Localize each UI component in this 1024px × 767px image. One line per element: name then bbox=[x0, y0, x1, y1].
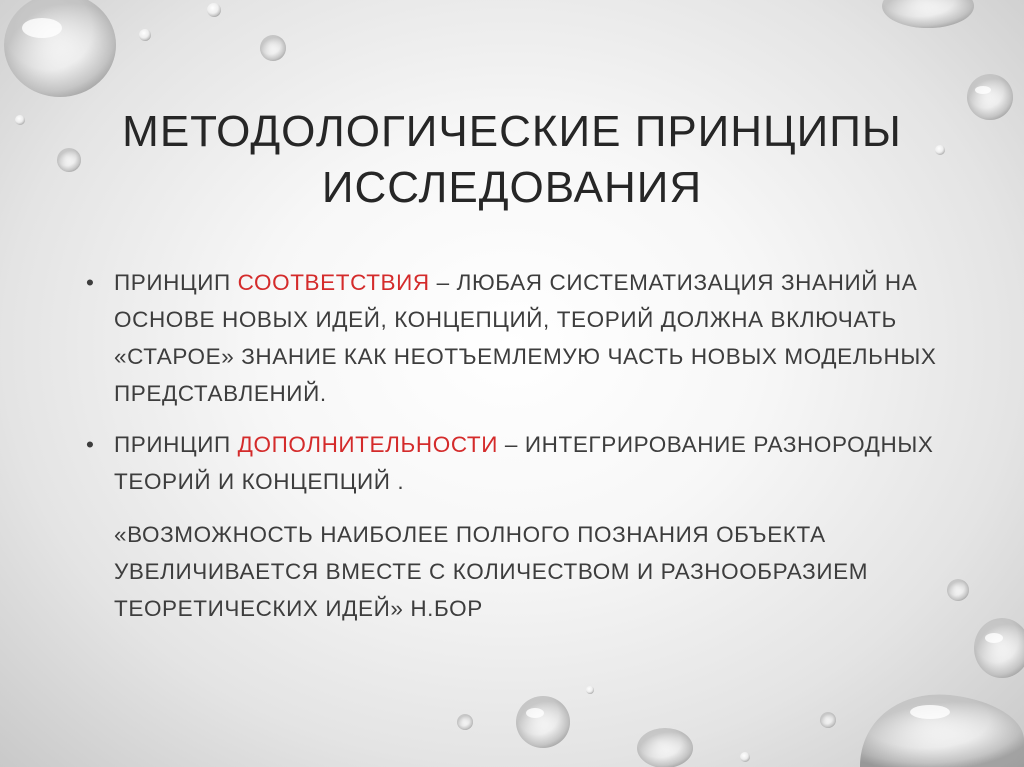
drop-bottom bbox=[457, 686, 1024, 767]
drop-right-side bbox=[947, 579, 1024, 678]
bullet-line: ПРЕДСТАВЛЕНИЙ. bbox=[114, 381, 327, 406]
bullet-line: ОСНОВЕ НОВЫХ ИДЕЙ, КОНЦЕПЦИЙ, ТЕОРИЙ ДОЛЖНА ВКЛЮЧАТЬ bbox=[114, 307, 897, 332]
bullet-marker: • bbox=[86, 270, 95, 295]
bullet-complementarity-principle bbox=[86, 426, 946, 500]
highlight-term: СООТВЕТСТВИЯ bbox=[237, 270, 430, 295]
highlight-term: ДОПОЛНИТЕЛЬНОСТИ bbox=[237, 432, 499, 457]
slide-title-line-2: ИССЛЕДОВАНИЯ bbox=[321, 163, 703, 212]
bullet-line: «СТАРОЕ» ЗНАНИЕ КАК НЕОТЪЕМЛЕМУЮ ЧАСТЬ НОВЫХ МОДЕЛЬНЫХ bbox=[114, 344, 937, 369]
slide-content bbox=[86, 264, 946, 627]
text-run: – ИНТЕГРИРОВАНИЕ РАЗНОРОДНЫХ bbox=[498, 432, 934, 457]
text-run: ПРИНЦИП bbox=[114, 432, 238, 457]
text-run: ПРИНЦИП bbox=[114, 270, 238, 295]
bullet-marker: • bbox=[86, 432, 95, 457]
slide-title-line-1: МЕТОДОЛОГИЧЕСКИЕ ПРИНЦИПЫ bbox=[122, 107, 902, 156]
bullet-line bbox=[114, 426, 946, 463]
text-run: – ЛЮБАЯ СИСТЕМАТИЗАЦИЯ ЗНАНИЙ НА bbox=[429, 270, 918, 295]
bullet-correspondence-principle bbox=[86, 264, 946, 412]
quote-line: «ВОЗМОЖНОСТЬ НАИБОЛЕЕ ПОЛНОГО ПОЗНАНИЯ ОБЪЕКТА bbox=[114, 522, 826, 547]
quote-line: ТЕОРЕТИЧЕСКИХ ИДЕЙ» Н.БОР bbox=[114, 596, 483, 621]
bullet-line: ТЕОРИЙ И КОНЦЕПЦИЙ . bbox=[114, 469, 405, 494]
drop-top-left-large bbox=[4, 0, 116, 97]
slide-title bbox=[100, 104, 924, 216]
quote-line: УВЕЛИЧИВАЕТСЯ ВМЕСТЕ С КОЛИЧЕСТВОМ И РАЗНООБРАЗИЕМ bbox=[114, 559, 869, 584]
bohr-quote bbox=[86, 516, 946, 627]
bullet-line bbox=[114, 264, 946, 301]
